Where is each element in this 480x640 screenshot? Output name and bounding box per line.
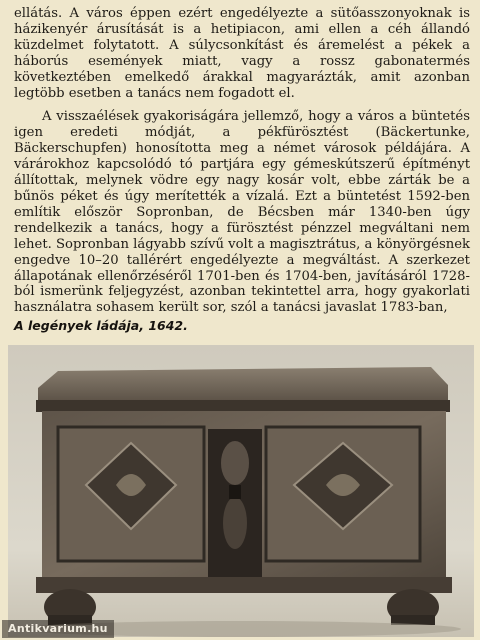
- body-text: [14, 6, 470, 316]
- chest-photo: [8, 345, 474, 637]
- watermark-logo: Antikvarium.hu: [2, 620, 114, 638]
- paragraph-1: ellátás. A város éppen ezért engedélyezte a sütőasszonyoknak is házikenyér árusítását is a hetipiacon, ami ellen a céh állandó küzdelmet folytatott. A súlycsonkítást és áremelést a pékek a háborús események miatt, vagy a rossz gabonatermés következtében emelkedő árakkal magyarázták, amit azonban legtöbb esetben a tanács nem fogadott el.: [14, 6, 470, 101]
- chest-illustration: [8, 345, 474, 637]
- figure-caption: A legények ládája, 1642.: [14, 318, 188, 333]
- paragraph-2: A visszaélések gyakoriságára jellemző, hogy a város a büntetés igen eredeti módját, a pékfürösztést (Bäckertunke, Bäckerschupfen) honosította meg a német városok példájára. A várárokhoz kapcsolódó tó partjára egy gémeskútszerű építményt állítottak, melynek vödre egy nagy kosár volt, ebbe zárták be a bűnös péket és úgy merítették a vízalá. Ezt a büntetést 1592-ben említik először Sopronban, de Bécsben már 1340-ben úgy rendelkezik a tanács, hogy a fürösztést pénzzel megváltani nem lehet. Sopronban lágyabb szívű volt a magisztrátus, a könyörgésnek engedve 10–20 tallérért engedélyezte a megváltást. A szerkezet állapotának ellenőrzéséről 1701-ben és 1704-ben, javításáról 1728-ból ismerünk feljegyzést, azonban tekintettel arra, hogy gyakorlati használatra sohasem került sor, szól a tanácsi javaslat 1783-ban,: [14, 109, 470, 316]
